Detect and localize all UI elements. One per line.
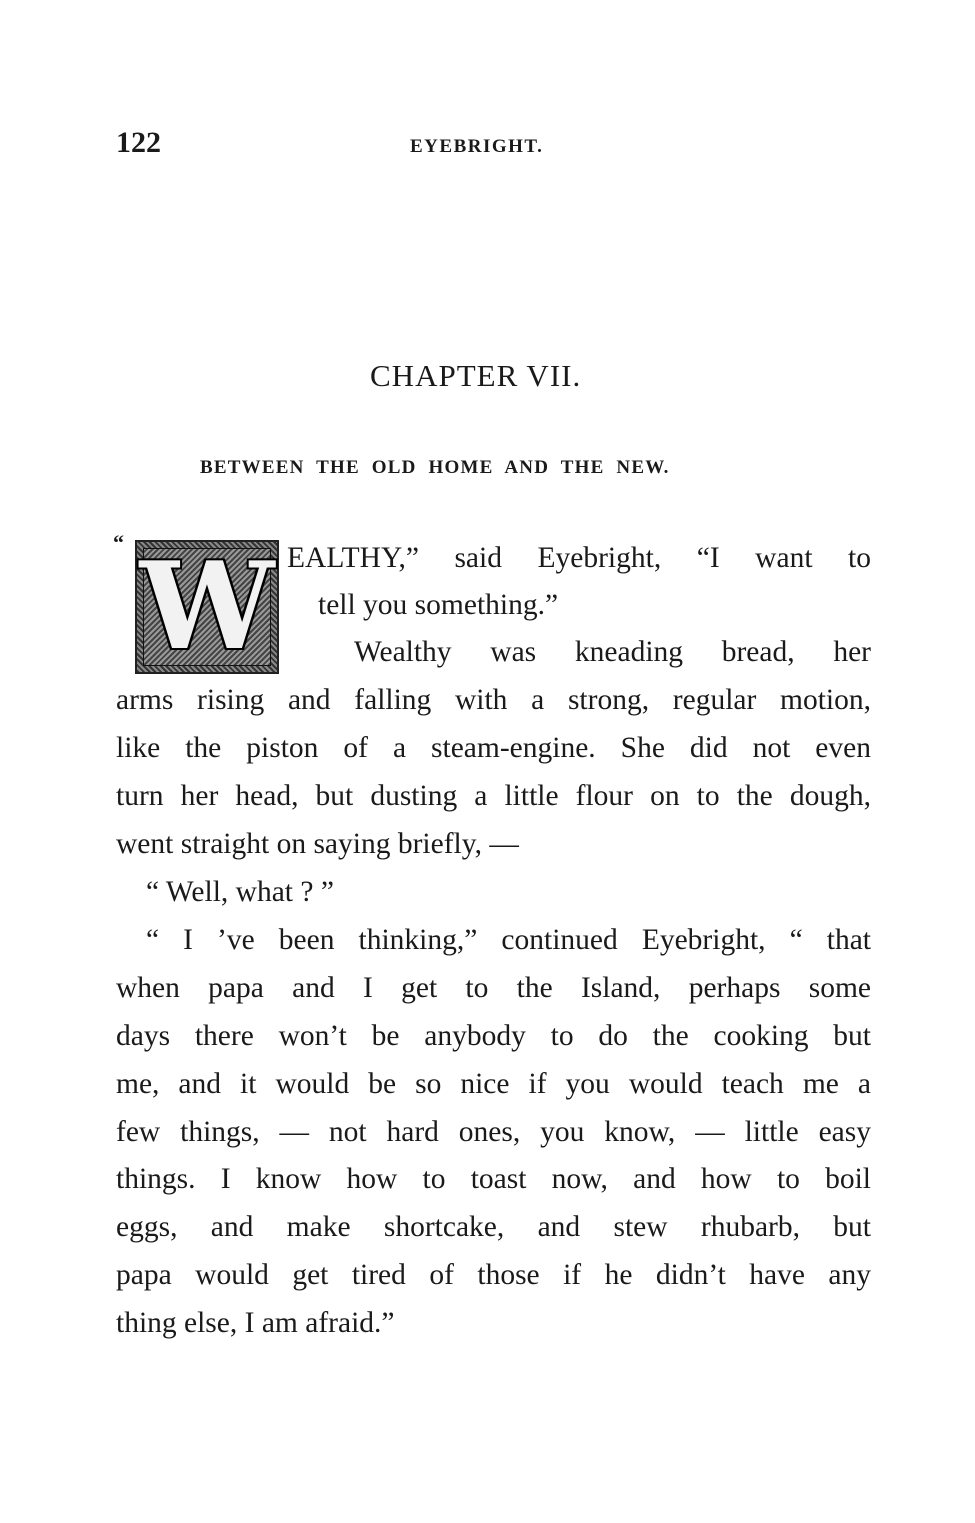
text-line: arms rising and falling with a strong, regular motion,: [116, 684, 871, 716]
text-line: papa would get tired of those if he didn’t have any: [116, 1259, 871, 1291]
text-line: “ Well, what ? ”: [146, 876, 334, 908]
text-line: Wealthy was kneading bread, her: [354, 636, 871, 668]
text-line: me, and it would be so nice if you would teach me a: [116, 1068, 871, 1100]
opening-quote-mark: “: [113, 530, 124, 555]
text-line: went straight on saying briefly, —: [116, 828, 519, 860]
chapter-title: CHAPTER VII.: [370, 358, 582, 393]
text-line: when papa and I get to the Island, perhaps some: [116, 972, 871, 1004]
chapter-subtitle: BETWEEN THE OLD HOME AND THE NEW.: [200, 457, 670, 478]
text-line: days there won’t be anybody to do the cooking but: [116, 1020, 871, 1052]
text-line: things. I know how to toast now, and how to boil: [116, 1163, 871, 1195]
page-number: 122: [116, 126, 161, 159]
running-title: EYEBRIGHT.: [410, 136, 544, 157]
text-line: tell you something.”: [318, 589, 559, 621]
text-line: EALTHY,” said Eyebright, “I want to: [287, 542, 871, 574]
text-line: “ I ’ve been thinking,” continued Eyebright, “ that: [146, 924, 871, 956]
text-line: eggs, and make shortcake, and stew rhubarb, but: [116, 1211, 871, 1243]
text-line: few things, — not hard ones, you know, — little easy: [116, 1116, 871, 1148]
text-line: like the piston of a steam-engine. She did not even: [116, 732, 871, 764]
text-line: thing else, I am afraid.”: [116, 1307, 395, 1339]
drop-cap-letter: W: [139, 536, 275, 677]
ornamental-drop-cap: [135, 536, 279, 677]
text-line: turn her head, but dusting a little flour on to the dough,: [116, 780, 871, 812]
